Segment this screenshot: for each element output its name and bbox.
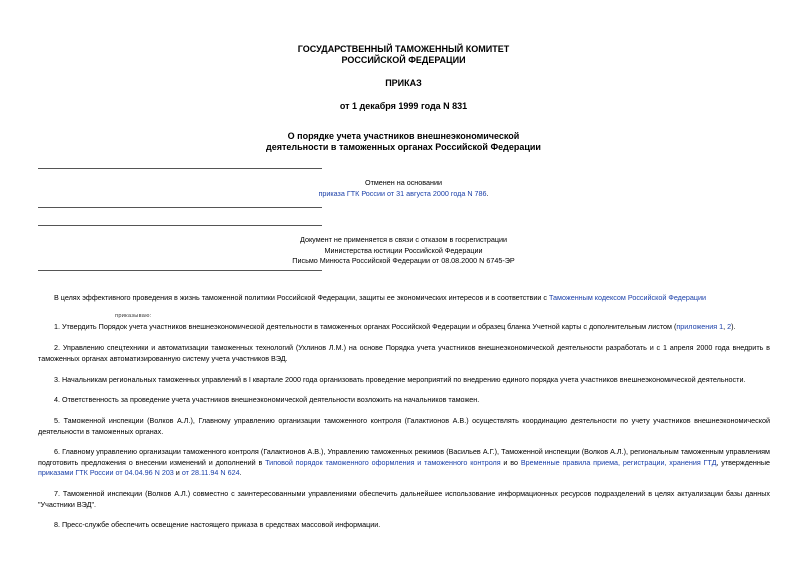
- p2-text: 2. Управлению спецтехники и автоматизации таможенных технологий (Ухлинов Л.М.) на основе Порядка учета участников внешнеэкономической деятельности разработать и с 1 апреля 2000 года внедрить в таможенных органах автоматизированную систему учета участников ВЭД.: [38, 343, 770, 363]
- appendix-2-link[interactable]: 2: [727, 322, 732, 331]
- refusal-note: [200, 235, 607, 267]
- refusal-note-line3: Письмо Минюста Российской Федерации от 08.08.2000 N 6745-ЭР: [292, 256, 515, 265]
- p6-mid: и во: [500, 457, 521, 467]
- org-name-line1: ГОСУДАРСТВЕННЫЙ ТАМОЖЕННЫЙ КОМИТЕТ: [297, 44, 510, 54]
- p8-text: 8. Пресс-службе обеспечить освещение настоящего приказа в средствах массовой информации.: [54, 520, 381, 529]
- p1-end: ).: [731, 322, 736, 331]
- order-624-link[interactable]: от 28.11.94 N 624: [181, 468, 240, 477]
- intro-text: В целях эффективного проведения в жизнь таможенной политики Российской Федерации, защиты ее экономических интересов и в соответствии с: [54, 293, 549, 302]
- p6-and: и: [173, 468, 182, 477]
- paragraph-1: [38, 322, 770, 333]
- divider: [38, 168, 322, 169]
- doc-date-number: от 1 декабря 1999 года N 831: [339, 101, 468, 111]
- paragraph-4: [38, 395, 770, 406]
- refusal-note-line2: Министерства юстиции Российской Федерации: [324, 245, 483, 255]
- divider: [38, 207, 322, 208]
- p6-mid2: , утвержденные: [716, 457, 770, 467]
- cancel-note-line2: [200, 189, 607, 200]
- customs-code-link[interactable]: Таможенным кодексом Российской Федерации: [548, 293, 707, 302]
- p1-sep: ,: [723, 322, 728, 331]
- order-203-link[interactable]: приказами ГТК России от 04.04.96 N 203: [38, 468, 174, 477]
- doc-title-line2: деятельности в таможенных органах Российской Федерации: [266, 142, 541, 152]
- doc-title-line1: О порядке учета участников внешнеэкономической: [287, 131, 520, 141]
- refusal-note-line1: Документ не применяется в связи с отказом в госрегистрации: [300, 235, 507, 244]
- cancel-note-line1: Отменен на основании: [364, 178, 442, 187]
- p4-text: 4. Ответственность за проведение учета участников внешнеэкономической деятельности возложить на начальников таможен.: [54, 395, 480, 404]
- appendix-1-link[interactable]: приложения 1: [676, 322, 724, 331]
- p1-text: 1. Утвердить Порядок учета участников внешнеэкономической деятельности в таможенных органах Российской Федерации и образец бланка Учетной карты с дополнительным листом (: [54, 322, 677, 331]
- doc-type: ПРИКАЗ: [385, 78, 422, 88]
- typical-procedure-link[interactable]: Типовой порядок таможенного оформления и таможенного контроля: [265, 457, 501, 467]
- p5-text: 5. Таможенной инспекции (Волков А.Л.), Главному управлению организации таможенного контроля (Галактионов А.В.) осуществлять координацию деятельности по учету участников внешнеэкономической деятельности в таможенных органах.: [38, 416, 770, 436]
- cancel-note: [200, 178, 607, 199]
- org-name-line2: РОССИЙСКОЙ ФЕДЕРАЦИИ: [341, 55, 466, 65]
- intro-paragraph: [38, 293, 770, 304]
- paragraph-7: [38, 489, 770, 510]
- paragraph-2: [38, 343, 770, 364]
- temporary-rules-link[interactable]: Временные правила приема, регистрации, хранения ГТД: [520, 457, 717, 467]
- divider: [38, 225, 322, 226]
- p6-end: .: [239, 468, 242, 477]
- paragraph-8: [38, 520, 770, 531]
- prikazyvayu-label: приказываю:: [115, 313, 152, 319]
- p3-text: 3. Начальникам региональных таможенных управлений в I квартале 2000 года организовать проведение мероприятий по внедрению единого порядка учета участников внешнеэкономической деятельности.: [54, 375, 746, 384]
- divider: [38, 270, 322, 271]
- paragraph-3: [38, 375, 770, 386]
- paragraph-6: [38, 447, 770, 479]
- cancel-note-end: .: [486, 188, 489, 198]
- p7-text: 7. Таможенной инспекции (Волков А.Л.) совместно с заинтересованными управлениями обеспечить дальнейшее использование информационных ресурсов подразделений в целях актуализации базы данных "Участники ВЭД".: [38, 489, 770, 509]
- cancel-order-link[interactable]: приказа ГТК России от 31 августа 2000 года N 786: [318, 188, 487, 198]
- p6-text: 6. Главному управлению организации таможенного контроля (Галактионов А.В.), Управлению таможенных режимов (Васильев А.Г.), Таможенной инспекции (Волков А.Л.), региональным таможенным управлениям подготовить предложения о внесении изменений и дополнений в: [38, 447, 770, 467]
- paragraph-5: [38, 416, 770, 437]
